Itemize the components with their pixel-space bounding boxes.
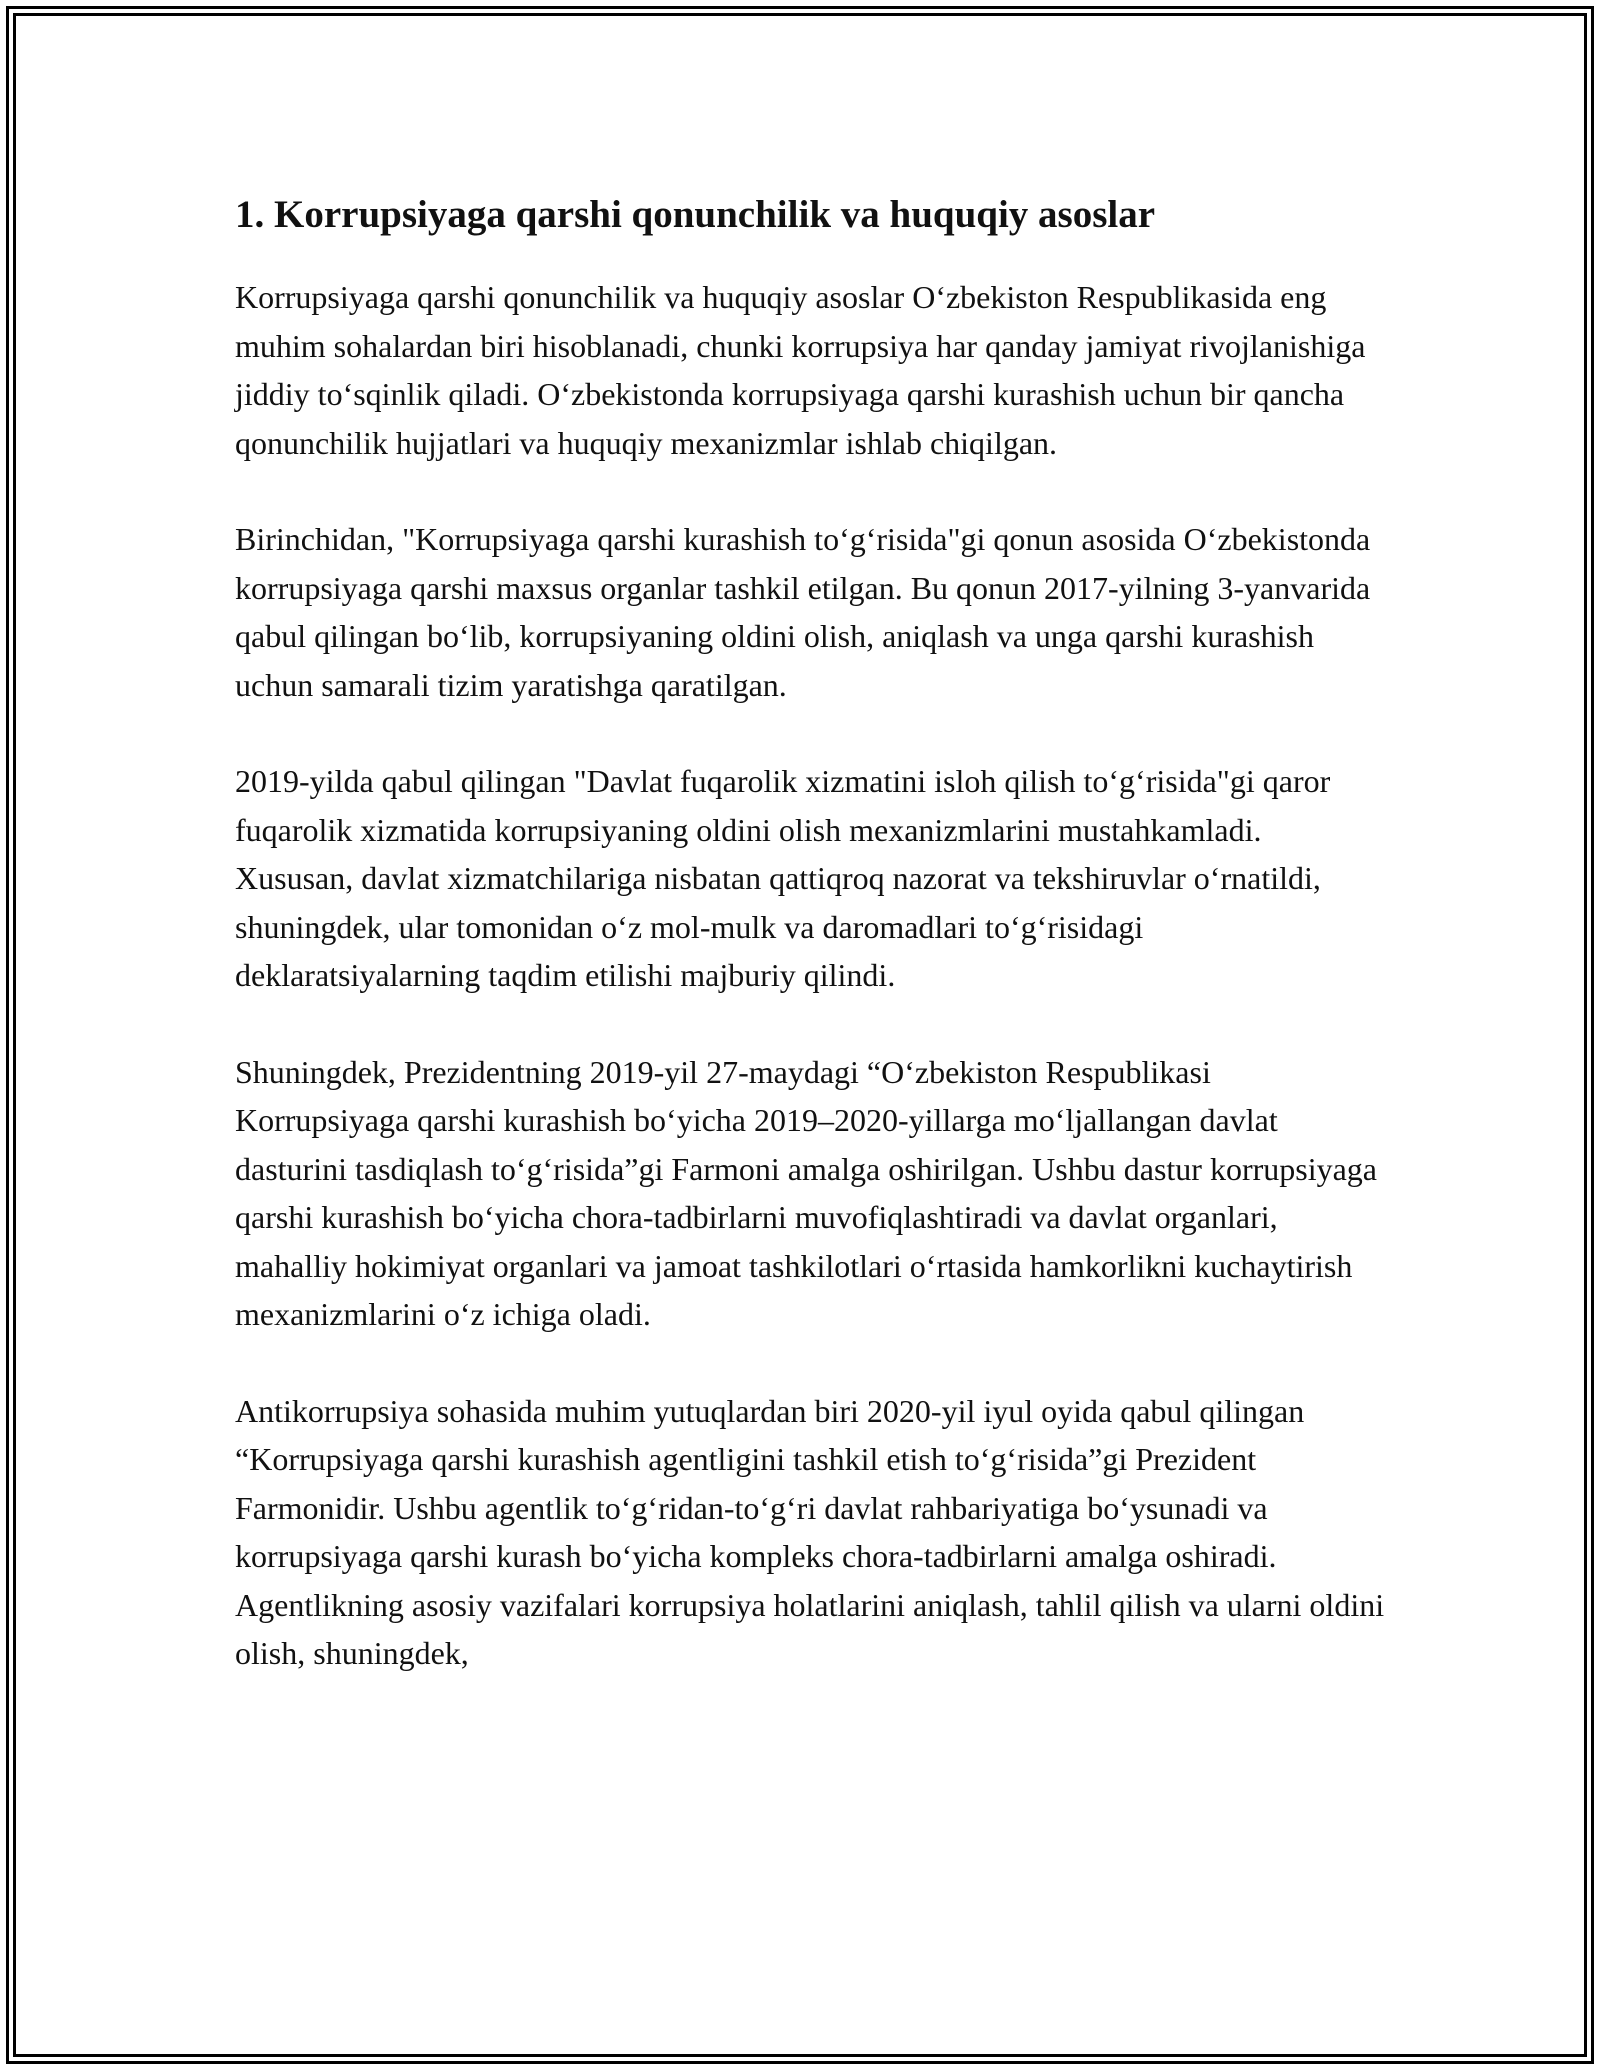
paragraph-3: 2019-yilda qabul qilingan "Davlat fuqarolik xizmatini isloh qilish to‘g‘risida"gi qaror fuqarolik xizmatida korrupsiyaning oldini olish mexanizmlarini mustahkamladi. Xususan, davlat xizmatchilariga nisbatan qattiqroq nazorat va tekshiruvlar o‘rnatildi, shuningdek, ular tomonidan o‘z mol-mulk va daromadlari to‘g‘risidagi deklaratsiyalarning taqdim etilishi majburiy qilindi. bbox=[235, 763, 1331, 993]
paragraph-4: Shuningdek, Prezidentning 2019-yil 27-maydagi “O‘zbekiston Respublikasi Korrupsiyaga qarshi kurashish bo‘yicha 2019–2020-yillarga mo‘ljallangan davlat dasturini tasdiqlash to‘g‘risida”gi Farmoni amalga oshirilgan. Ushbu dastur korrupsiyaga qarshi kurashish bo‘yicha chora-tadbirlarni muvofiqlashtiradi va davlat organlari, mahalliy hokimiyat organlari va jamoat tashkilotlari o‘rtasida hamkorlikni kuchaytirish mexanizmlarini o‘z ichiga oladi. bbox=[235, 1053, 1377, 1332]
document-page bbox=[235, 185, 1385, 1726]
paragraph-2: Birinchidan, "Korrupsiyaga qarshi kurashish to‘g‘risida"gi qonun asosida O‘zbekistonda korrupsiyaga qarshi maxsus organlar tashkil etilgan. Bu qonun 2017-yilning 3-yanvarida qabul qilingan bo‘lib, korrupsiyaning oldini olish, aniqlash va unga qarshi kurashish uchun samarali tizim yaratishga qaratilgan. bbox=[235, 521, 1371, 703]
paragraph-1: Korrupsiyaga qarshi qonunchilik va huquqiy asoslar O‘zbekiston Respublikasida eng muhim sohalardan biri hisoblanadi, chunki korrupsiya har qanday jamiyat rivojlanishiga jiddiy to‘sqinlik qiladi. O‘zbekistonda korrupsiyaga qarshi kurashish uchun bir qancha qonunchilik hujjatlari va huquqiy mexanizmlar ishlab chiqilgan. bbox=[235, 279, 1366, 461]
section-heading: 1. Korrupsiyaga qarshi qonunchilik va huquqiy asoslar bbox=[235, 193, 1156, 236]
paragraph-5: Antikorrupsiya sohasida muhim yutuqlardan biri 2020-yil iyul oyida qabul qilingan “Korrupsiyaga qarshi kurashish agentligini tashkil etish to‘g‘risida”gi Prezident Farmonidir. Ushbu agentlik to‘g‘ridan-to‘g‘ri davlat rahbariyatiga bo‘ysunadi va korrupsiyaga qarshi kurash bo‘yicha kompleks chora-tadbirlarni amalga oshiradi. Agentlikning asosiy vazifalari korrupsiya holatlarini aniqlash, tahlil qilish va ularni oldini olish, shuningdek, bbox=[235, 1392, 1385, 1671]
